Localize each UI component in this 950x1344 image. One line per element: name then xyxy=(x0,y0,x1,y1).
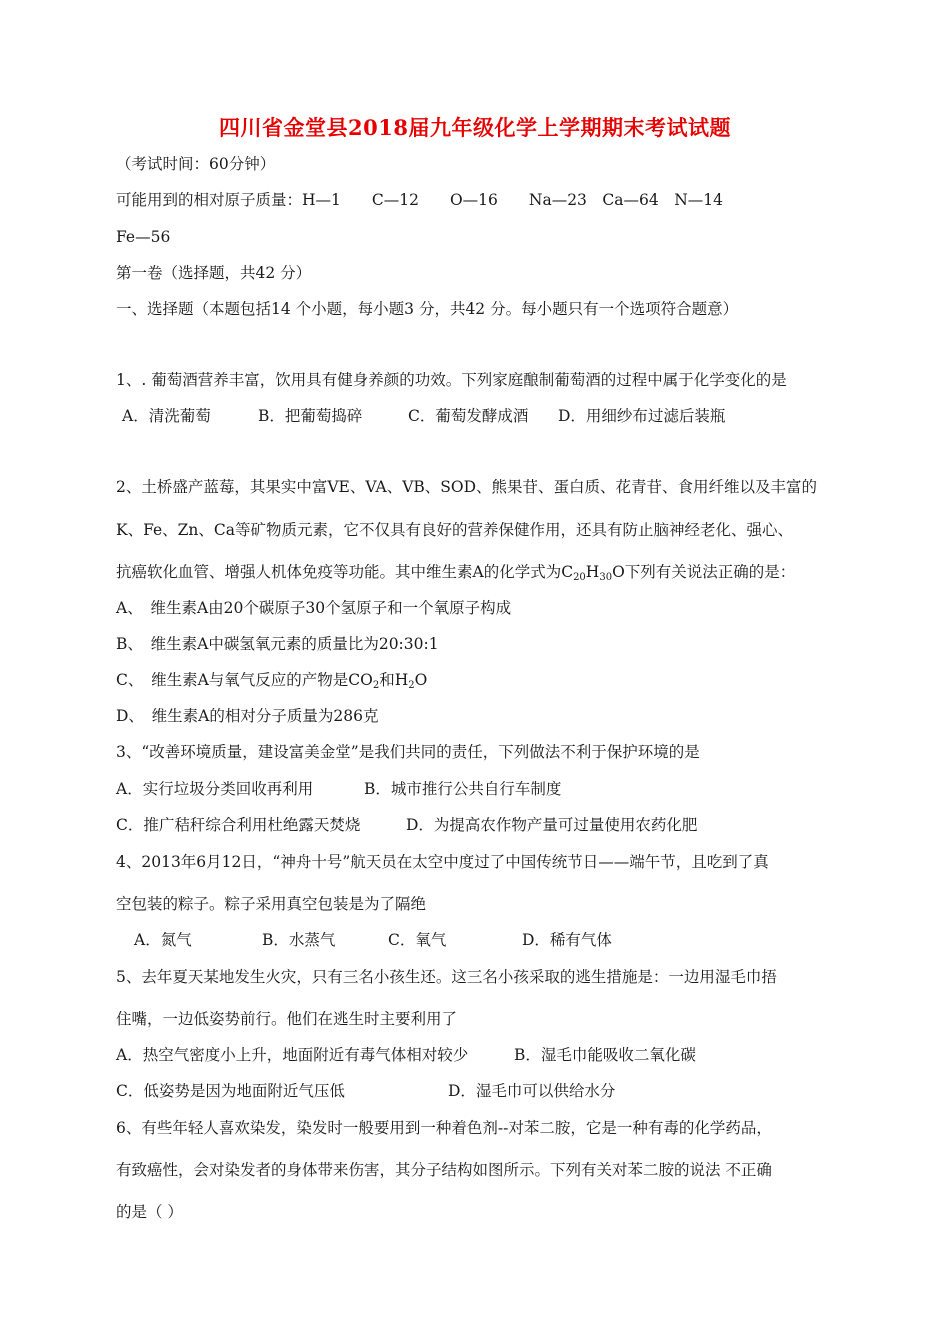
question-2-option-d: D、 维生素A的相对分子质量为286克 xyxy=(116,707,379,725)
formula-element: 和H xyxy=(379,671,409,689)
question-1-option-a: A．清洗葡萄 xyxy=(122,407,211,425)
question-2-option-b: B、 维生素A中碳氢氧元素的质量比为20:30:1 xyxy=(116,635,439,653)
question-2-line-3 xyxy=(116,562,795,582)
question-2-line-2: K、Fe、Zn、Ca等矿物质元素，它不仅具有良好的营养保健作用，还具有防止脑神经老化、强心、 xyxy=(116,521,794,539)
question-4-options xyxy=(134,930,612,950)
exam-time: （考试时间：60分钟） xyxy=(116,155,276,173)
formula-element: H xyxy=(585,563,600,581)
question-3-option-b: B．城市推行公共自行车制度 xyxy=(364,780,562,798)
question-3-options-row-2 xyxy=(116,815,697,835)
question-5-options-row-1 xyxy=(116,1045,696,1065)
question-5-line-2: 住嘴，一边低姿势前行。他们在逃生时主要利用了 xyxy=(116,1010,458,1028)
question-4-line-1: 4、2013年6月12日，“神舟十号”航天员在太空中度过了中国传统节日——端午节，且吃到了真 xyxy=(116,853,769,871)
question-1-option-b: B．把葡萄捣碎 xyxy=(258,407,363,425)
formula-subscript: 30 xyxy=(599,572,613,583)
atomic-masses-line-2 xyxy=(116,227,170,247)
question-3-options-row-1 xyxy=(116,779,561,799)
question-5-option-b: B．湿毛巾能吸收二氧化碳 xyxy=(514,1046,696,1064)
question-4-option-a: A．氮气 xyxy=(134,931,192,949)
part-one-heading: 第一卷（选择题，共42 分） xyxy=(116,264,312,282)
question-4-line-2: 空包装的粽子。粽子采用真空包装是为了隔绝 xyxy=(116,895,427,913)
formula-subscript: 2 xyxy=(408,680,415,691)
question-2-option-a: A、 维生素A由20个碳原子30个氢原子和一个氧原子构成 xyxy=(116,599,512,617)
question-6-line-3: 的是（ ） xyxy=(116,1203,183,1221)
atomic-masses-line-1: 可能用到的相对原子质量：H—1 C—12 O—16 Na—23 Ca—64 N—14 xyxy=(116,191,724,209)
question-3-option-c: C．推广秸秆综合利用杜绝露天焚烧 xyxy=(116,816,361,834)
question-2-line-1: 2、土桥盛产蓝莓，其果实中富VE、VA、VB、SOD、熊果苷、蛋白质、花青苷、食用纤维以及丰富的 xyxy=(116,478,818,496)
question-6-line-1: 6、有些年轻人喜欢染发，染发时一般要用到一种着色剂--对苯二胺，它是一种有毒的化学药品， xyxy=(116,1119,772,1137)
question-5-option-a: A．热空气密度小上升，地面附近有毒气体相对较少 xyxy=(116,1046,469,1064)
section-one-heading: 一、选择题（本题包括14 个小题，每小题3 分，共42 分。每小题只有一个选项符合题意） xyxy=(116,300,739,318)
question-1-stem: 1、. 葡萄酒营养丰富，饮用具有健身养颜的功效。下列家庭酿制葡萄酒的过程中属于化学变化的是 xyxy=(116,371,787,389)
question-6-line-2: 有致癌性，会对染发者的身体带来伤害，其分子结构如图所示。下列有关对苯二胺的说法 不正确 xyxy=(116,1161,772,1179)
question-3-option-d: D．为提高农作物产量可过量使用农药化肥 xyxy=(406,816,698,834)
formula-subscript: 2 xyxy=(372,680,380,691)
question-3-stem: 3、“改善环境质量，建设富美金堂”是我们共同的责任，下列做法不利于保护环境的是 xyxy=(116,743,700,761)
question-5-options-row-2 xyxy=(116,1081,615,1101)
question-2-option-c xyxy=(116,670,427,690)
question-5-option-d: D．湿毛巾可以供给水分 xyxy=(448,1082,616,1100)
exam-title: 四川省金堂县2018届九年级化学上学期期末考试试题 xyxy=(219,115,731,140)
question-2-line-3-tail: O下列有关说法正确的是： xyxy=(612,563,796,581)
question-4-option-c: C．氧气 xyxy=(388,931,447,949)
question-1-options xyxy=(122,406,725,426)
question-4-option-d: D．稀有气体 xyxy=(522,931,612,949)
question-2-line-3-text: 抗癌软化血管、增强人机体免疫等功能。其中维生素A的化学式为C xyxy=(116,563,574,581)
question-1-option-c: C．葡萄发酵成酒 xyxy=(408,407,529,425)
question-2-option-c-text: C、 维生素A与氧气反应的产物是CO xyxy=(116,671,373,689)
atomic-mass-fe: Fe—56 xyxy=(116,228,171,246)
formula-subscript: 20 xyxy=(573,572,586,583)
question-3-option-a: A．实行垃圾分类回收再利用 xyxy=(116,780,314,798)
question-2-option-c-tail: O xyxy=(414,671,428,689)
question-4-option-b: B．水蒸气 xyxy=(262,931,336,949)
question-5-line-1: 5、去年夏天某地发生火灾，只有三名小孩生还。这三名小孩采取的逃生措施是：一边用湿毛巾捂 xyxy=(116,968,777,986)
question-5-option-c: C．低姿势是因为地面附近气压低 xyxy=(116,1082,345,1100)
question-1-option-d: D．用细纱布过滤后装瓶 xyxy=(558,407,726,425)
